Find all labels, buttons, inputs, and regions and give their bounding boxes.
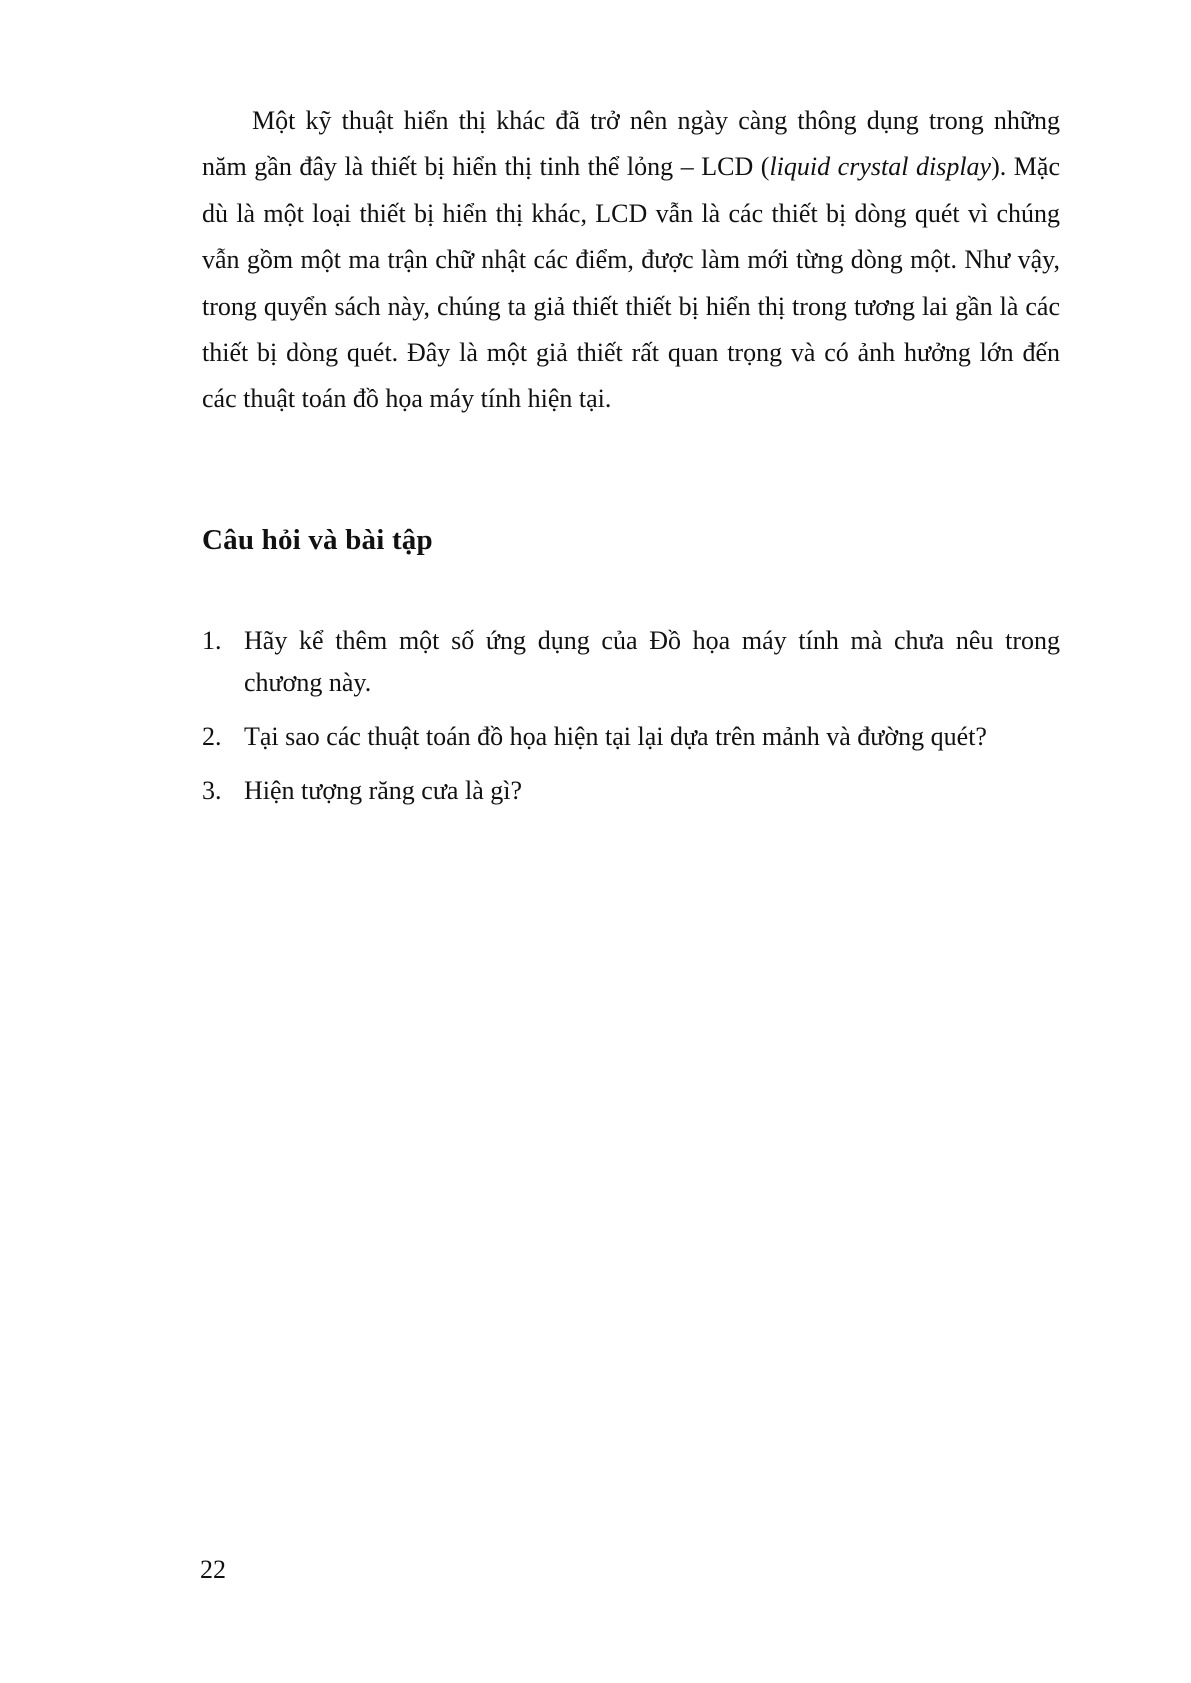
page-number: 22: [200, 1555, 226, 1584]
paragraph-text-end: ). Mặc dù là một loại thiết bị hiển thị khác, LCD vẫn là các thiết bị dòng quét vì chúng vẫn gồm một ma trận chữ nhật các điểm, được làm mới từng dòng một. Như vậy, trong quyển sách này, chúng ta giả thiết thiết bị hiển thị trong tương lai gần là các thiết bị dòng quét. Đây là một giả thiết rất quan trọng và có ảnh hưởng lớn đến các thuật toán đồ họa máy tính hiện tại.: [202, 152, 1060, 414]
section-heading: Câu hỏi và bài tập: [202, 524, 433, 556]
question-number: 1.: [202, 626, 222, 655]
question-item: [202, 620, 1060, 704]
body-paragraph: [202, 98, 1060, 423]
question-item: [202, 770, 1060, 812]
paragraph-text-start: Một kỹ thuật hiển thị khác đã trở nên ngày càng thông dụng trong những năm gần đây là thiết bị hiển thị tinh thể lỏng – LCD (: [202, 106, 1060, 182]
question-item: [202, 716, 1060, 758]
question-text: Tại sao các thuật toán đồ họa hiện tại lại dựa trên mảnh và đường quét?: [244, 722, 987, 751]
question-text: Hãy kể thêm một số ứng dụng của Đồ họa máy tính mà chưa nêu trong chương này.: [244, 626, 1060, 697]
paragraph-italic-term: liquid crystal display: [769, 152, 992, 182]
question-list: [202, 620, 1060, 824]
question-number: 2.: [202, 722, 222, 751]
question-text: Hiện tượng răng cưa là gì?: [244, 776, 523, 805]
question-number: 3.: [202, 776, 222, 805]
